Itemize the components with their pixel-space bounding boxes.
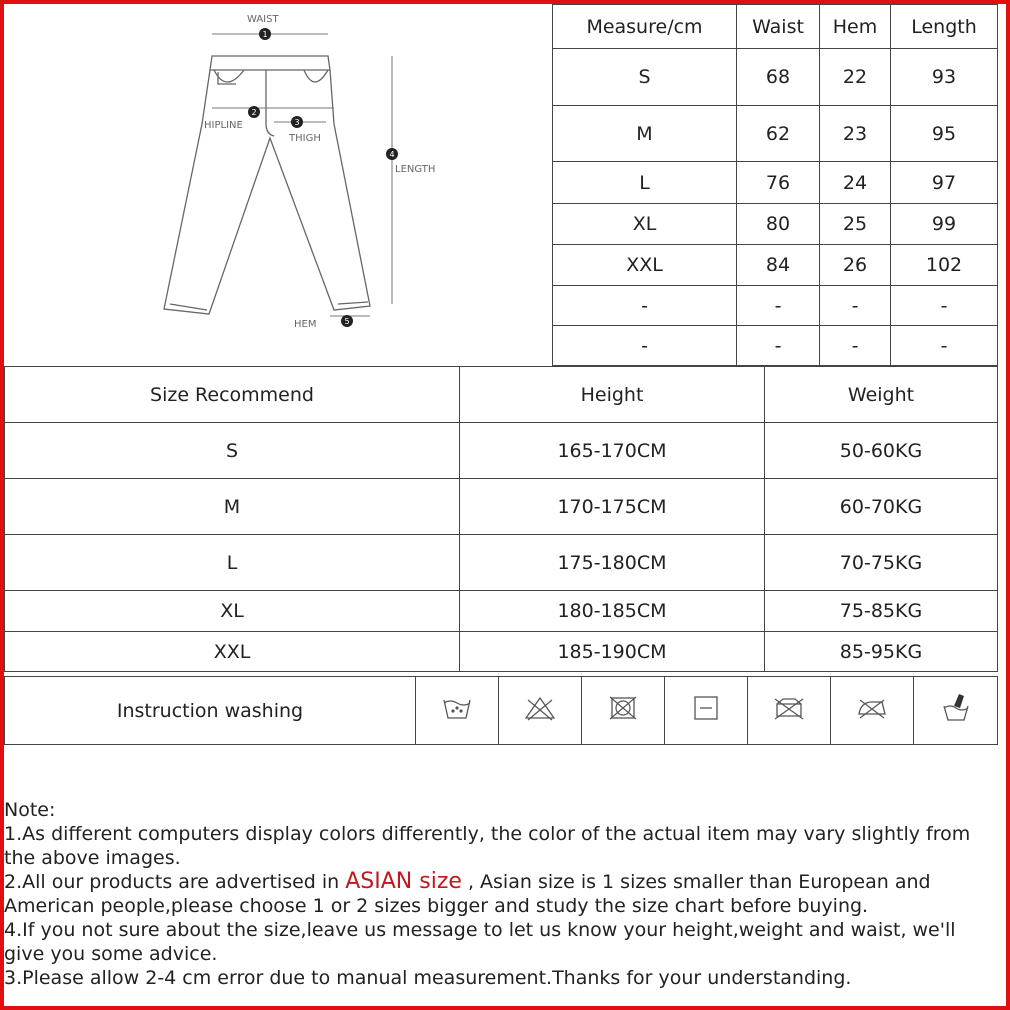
size-cell: XXL bbox=[5, 632, 460, 672]
table-row bbox=[5, 591, 998, 632]
value-cell: 93 bbox=[891, 49, 998, 106]
no-bleach-icon bbox=[499, 677, 582, 745]
note-line-3: 4.If you not sure about the size,leave us message to let us know your height,weight and waist, we'll give you some advice. bbox=[4, 919, 956, 965]
table-row bbox=[553, 326, 998, 366]
weight-cell: 50-60KG bbox=[765, 423, 998, 479]
header-cell: Length bbox=[891, 5, 998, 49]
table-row bbox=[553, 245, 998, 286]
size-cell: S bbox=[553, 49, 737, 106]
table-row bbox=[5, 423, 998, 479]
height-cell: 170-175CM bbox=[460, 479, 765, 535]
pants-diagram bbox=[4, 4, 552, 364]
asian-size-highlight: ASIAN size bbox=[345, 869, 462, 894]
value-cell: - bbox=[737, 286, 820, 326]
hand-wash-icon bbox=[914, 677, 998, 745]
value-cell: 76 bbox=[737, 162, 820, 204]
marker-3: 3 bbox=[294, 118, 300, 127]
height-cell: 185-190CM bbox=[460, 632, 765, 672]
no-dry-clean-icon bbox=[748, 677, 831, 745]
value-cell: 99 bbox=[891, 204, 998, 245]
size-cell: S bbox=[5, 423, 460, 479]
value-cell: 22 bbox=[820, 49, 891, 106]
table-row bbox=[553, 162, 998, 204]
header-cell: Height bbox=[460, 367, 765, 423]
marker-2: 2 bbox=[251, 108, 257, 117]
table-row bbox=[5, 535, 998, 591]
table-row bbox=[5, 479, 998, 535]
size-cell: - bbox=[553, 326, 737, 366]
value-cell: 95 bbox=[891, 106, 998, 162]
value-cell: 24 bbox=[820, 162, 891, 204]
waist-label: WAIST bbox=[247, 14, 279, 25]
waistband bbox=[210, 56, 330, 70]
marker-4: 4 bbox=[389, 150, 395, 159]
table-row bbox=[553, 204, 998, 245]
size-cell: - bbox=[553, 286, 737, 326]
size-recommend-table bbox=[4, 366, 998, 672]
size-cell: XL bbox=[553, 204, 737, 245]
size-cell: XXL bbox=[553, 245, 737, 286]
length-label: LENGTH bbox=[395, 164, 436, 175]
weight-cell: 85-95KG bbox=[765, 632, 998, 672]
table-row bbox=[553, 286, 998, 326]
no-tumble-dry-icon bbox=[582, 677, 665, 745]
washing-table bbox=[4, 676, 998, 745]
table-row bbox=[553, 49, 998, 106]
washing-label: Instruction washing bbox=[5, 677, 416, 745]
height-cell: 175-180CM bbox=[460, 535, 765, 591]
hipline-label: HIPLINE bbox=[204, 120, 243, 131]
note-line-2 bbox=[4, 870, 1000, 918]
value-cell: - bbox=[820, 326, 891, 366]
note-line-2-start: 2.All our products are advertised in bbox=[4, 871, 346, 893]
height-cell: 180-185CM bbox=[460, 591, 765, 632]
table-row bbox=[5, 632, 998, 672]
value-cell: 62 bbox=[737, 106, 820, 162]
weight-cell: 75-85KG bbox=[765, 591, 998, 632]
header-cell: Waist bbox=[737, 5, 820, 49]
value-cell: 102 bbox=[891, 245, 998, 286]
value-cell: 26 bbox=[820, 245, 891, 286]
value-cell: - bbox=[891, 326, 998, 366]
notes-heading: Note: bbox=[4, 799, 56, 821]
marker-5: 5 bbox=[344, 317, 350, 326]
size-cell: XL bbox=[5, 591, 460, 632]
height-cell: 165-170CM bbox=[460, 423, 765, 479]
size-cell: L bbox=[5, 535, 460, 591]
value-cell: 84 bbox=[737, 245, 820, 286]
flat-dry-icon bbox=[665, 677, 748, 745]
value-cell: 23 bbox=[820, 106, 891, 162]
weight-cell: 60-70KG bbox=[765, 479, 998, 535]
wash-30-icon bbox=[416, 677, 499, 745]
note-line-2-end: , Asian size is 1 sizes smaller than European and American people,please choose 1 or 2 sizes bigger and study the size chart before buying. bbox=[4, 871, 931, 917]
size-cell: M bbox=[553, 106, 737, 162]
thigh-label: THIGH bbox=[289, 133, 321, 144]
header-cell: Measure/cm bbox=[553, 5, 737, 49]
no-iron-icon bbox=[831, 677, 914, 745]
weight-cell: 70-75KG bbox=[765, 535, 998, 591]
header-cell: Size Recommend bbox=[5, 367, 460, 423]
value-cell: - bbox=[820, 286, 891, 326]
pants-outline bbox=[164, 70, 370, 314]
header-cell: Weight bbox=[765, 367, 998, 423]
value-cell: 97 bbox=[891, 162, 998, 204]
table-row bbox=[553, 106, 998, 162]
header-cell: Hem bbox=[820, 5, 891, 49]
value-cell: - bbox=[737, 326, 820, 366]
marker-1: 1 bbox=[262, 30, 268, 39]
hem-label: HEM bbox=[294, 319, 317, 330]
size-cell: L bbox=[553, 162, 737, 204]
value-cell: 25 bbox=[820, 204, 891, 245]
notes-section bbox=[4, 798, 1000, 990]
size-cell: M bbox=[5, 479, 460, 535]
note-line-1: 1.As different computers display colors differently, the color of the actual item may vary slightly from the above images. bbox=[4, 823, 971, 869]
value-cell: 68 bbox=[737, 49, 820, 106]
value-cell: - bbox=[891, 286, 998, 326]
measure-table bbox=[552, 4, 998, 366]
value-cell: 80 bbox=[737, 204, 820, 245]
note-line-4: 3.Please allow 2-4 cm error due to manual measurement.Thanks for your understanding. bbox=[4, 967, 852, 989]
